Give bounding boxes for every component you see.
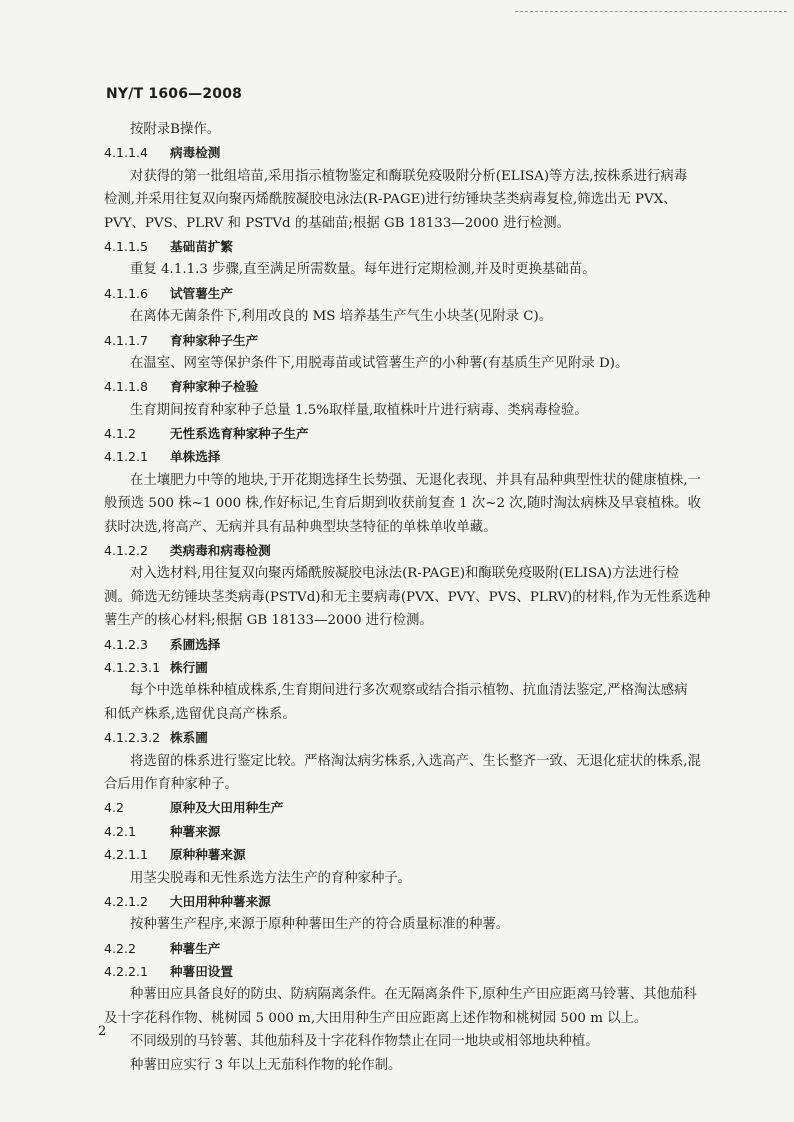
- section-number: 4.2.2: [104, 940, 137, 956]
- paragraph-line: 在离体无菌条件下,利用改良的 MS 培养基生产气生小块茎(见附录 C)。: [130, 309, 553, 325]
- section-heading: [104, 796, 704, 819]
- section-number: 4.2.1.1: [104, 847, 149, 863]
- page-number: 2: [98, 1024, 107, 1039]
- section-heading: [104, 843, 704, 866]
- section-number: 4.1.2.3.1: [104, 659, 161, 675]
- section-number: 4.2.1: [104, 823, 137, 839]
- section-title: 原种种薯来源: [170, 847, 246, 863]
- section-number: 4.1.1.5: [104, 238, 149, 254]
- section-heading: [104, 937, 704, 960]
- section-heading: [104, 235, 704, 258]
- paragraph-continuation: 薯生产的核心材料;根据 GB 18133—2000 进行检测。: [104, 613, 433, 629]
- paragraph-line: 种薯田应具备良好的防虫、防病隔离条件。在无隔离条件下,原种生产田应距离马铃薯、其他茄科: [130, 987, 697, 1003]
- section-title: 无性系选育种家种子生产: [170, 426, 309, 442]
- paragraph-line: 用茎尖脱毒和无性系选方法生产的育种家种子。: [130, 870, 412, 886]
- paragraph-line: 种薯田应实行 3 年以上无茄科作物的轮作制。: [130, 1057, 402, 1073]
- paragraph-line: 将选留的株系进行鉴定比较。严格淘汰病劣株系,入选高产、生长整齐一致、无退化症状的株系,混: [130, 753, 701, 769]
- paragraph-line: 对入选材料,用往复双向聚丙烯酰胺凝胶电泳法(R-PAGE)和酶联免疫吸附(ELISA)方法进行检: [130, 566, 679, 582]
- section-number: 4.1.2.1: [104, 449, 149, 465]
- section-heading: [104, 445, 704, 468]
- paragraph-continuation: 检测,并采用往复双向聚丙烯酰胺凝胶电泳法(R-PAGE)进行纺锤块茎类病毒复检,筛选出无 PVX、: [104, 192, 677, 208]
- paragraph-line: 按附录B操作。: [130, 122, 221, 137]
- section-title: 种薯田设置: [170, 964, 233, 980]
- paragraph-continuation: 测。筛选无纺锤块茎类病毒(PSTVd)和无主要病毒(PVX、PVY、PVS、PLRV)的材料,作为无性系选种: [104, 589, 711, 605]
- paragraph-line: 在土壤肥力中等的地块,于开花期选择生长势强、无退化表现、并具有品种典型性状的健康植株,一: [130, 472, 701, 488]
- paragraph-line: 不同级别的马铃薯、其他茄科及十字花科作物禁止在同一地块或相邻地块种植。: [130, 1034, 599, 1050]
- section-title: 大田用种种薯来源: [170, 893, 271, 909]
- paragraph-line: 重复 4.1.1.3 步骤,直至满足所需数量。每年进行定期检测,并及时更换基础苗。: [130, 262, 596, 278]
- section-title: 种薯生产: [170, 940, 221, 956]
- paragraph-continuation: 般预选 500 株~1 000 株,作好标记,生育后期到收获前复查 1 次~2 次,随时淘汰病株及早衰植株。收: [104, 496, 701, 512]
- section-number: 4.1.1.8: [104, 379, 149, 395]
- standard-number: NY/T 1606—2008: [106, 86, 243, 102]
- section-heading: [104, 141, 704, 164]
- section-heading: [104, 539, 704, 562]
- section-number: 4.1.1.7: [104, 332, 149, 348]
- section-number: 4.1.1.6: [104, 285, 149, 301]
- top-dashed-rule: [515, 11, 787, 12]
- section-heading: [104, 422, 704, 445]
- paragraph-continuation: 获时决选,将高产、无病并具有品种典型块茎特征的单株单收单藏。: [104, 519, 497, 535]
- body-text: [104, 118, 711, 1077]
- section-title: 单株选择: [170, 449, 221, 465]
- paragraph-line: 在温室、网室等保护条件下,用脱毒苗或试管薯生产的小种薯(有基质生产见附录 D)。: [130, 355, 629, 371]
- paragraph-continuation: PVY、PVS、PLRV 和 PSTVd 的基础苗;根据 GB 18133—2000 进行检测。: [104, 215, 571, 231]
- section-heading: [104, 656, 704, 679]
- section-heading: [104, 960, 704, 983]
- section-number: 4.1.2: [104, 426, 137, 442]
- paragraph-line: 对获得的第一批组培苗,采用指示植物鉴定和酶联免疫吸附分析(ELISA)等方法,按株系进行病毒: [130, 168, 688, 184]
- section-heading: [104, 633, 704, 656]
- section-number: 4.2: [104, 800, 125, 816]
- section-title: 育种家种子生产: [170, 332, 259, 348]
- section-title: 类病毒和病毒检测: [170, 543, 271, 559]
- section-number: 4.1.2.3.2: [104, 730, 161, 746]
- section-heading: [104, 329, 704, 352]
- section-title: 系圃选择: [170, 636, 221, 652]
- section-heading: [104, 820, 704, 843]
- section-title: 育种家种子检验: [170, 379, 259, 395]
- section-title: 原种及大田用种生产: [170, 800, 284, 816]
- paragraph-line: 每个中选单株种植成株系,生育期间进行多次观察或结合指示植物、抗血清法鉴定,严格淘汰感病: [130, 683, 688, 699]
- paragraph-line: 按种薯生产程序,来源于原种种薯田生产的符合质量标准的种薯。: [130, 917, 510, 933]
- section-number: 4.1.1.4: [104, 145, 149, 161]
- section-number: 4.2.1.2: [104, 893, 149, 909]
- paragraph-continuation: 及十字花科作物、桃树园 5 000 m,大田用种生产田应距离上述作物和桃树园 500 m 以上。: [104, 1010, 648, 1026]
- section-title: 基础苗扩繁: [170, 238, 233, 254]
- paragraph-line: 生育期间按育种家种子总量 1.5%取样量,取植株叶片进行病毒、类病毒检验。: [130, 402, 588, 418]
- section-title: 株行圃: [170, 659, 208, 675]
- paragraph-continuation: 和低产株系,选留优良高产株系。: [104, 706, 296, 722]
- section-title: 种薯来源: [170, 823, 221, 839]
- section-title: 试管薯生产: [170, 285, 233, 301]
- paragraph-continuation: 合后用作育种家种子。: [104, 776, 238, 792]
- section-heading: [104, 726, 704, 749]
- section-number: 4.1.2.3: [104, 636, 149, 652]
- section-heading: [104, 375, 704, 398]
- section-title: 株系圃: [170, 730, 208, 746]
- section-heading: [104, 282, 704, 305]
- section-heading: [104, 890, 704, 913]
- section-number: 4.2.2.1: [104, 964, 149, 980]
- section-number: 4.1.2.2: [104, 543, 149, 559]
- section-title: 病毒检测: [170, 145, 221, 161]
